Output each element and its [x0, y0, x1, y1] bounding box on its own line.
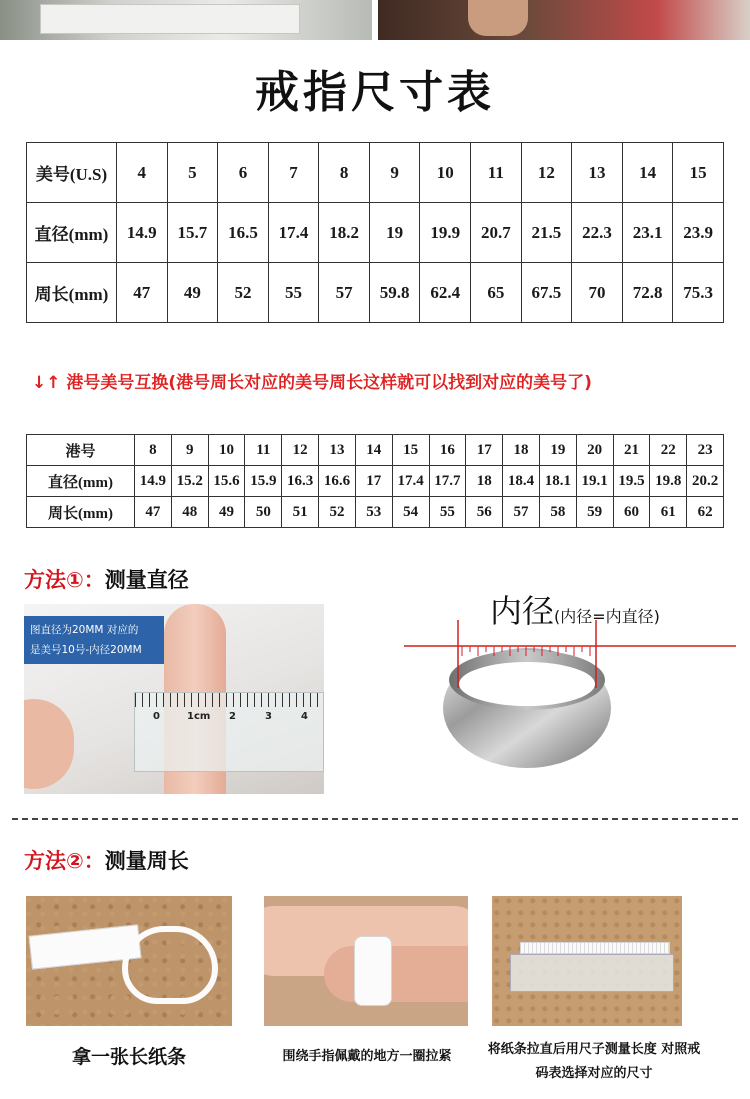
ruler-label: 2	[229, 711, 236, 722]
table-cell: 15	[392, 435, 429, 466]
table-cell: 20.2	[687, 466, 724, 497]
table-cell: 12	[282, 435, 319, 466]
table-cell: 23	[687, 435, 724, 466]
row-label: 周长(mm)	[27, 497, 135, 528]
inner-diameter-note: (内径=内直径)	[554, 607, 660, 626]
workshop-photo	[0, 0, 372, 40]
table-cell: 70	[572, 263, 623, 323]
ruler-label: 3	[265, 711, 272, 722]
ring-inner-diameter-diagram	[400, 580, 740, 780]
table-cell: 19.8	[650, 466, 687, 497]
table-cell: 21.5	[521, 203, 572, 263]
table-cell: 19.5	[613, 466, 650, 497]
table-cell: 61	[650, 497, 687, 528]
table-cell: 17.4	[392, 466, 429, 497]
size-exchange-note: ↓↑ 港号美号互换(港号周长对应的美号周长这样就可以找到对应的美号了)	[32, 373, 592, 393]
table-cell: 14	[355, 435, 392, 466]
table-cell: 59.8	[369, 263, 420, 323]
table-cell: 15.2	[171, 466, 208, 497]
table-cell: 54	[392, 497, 429, 528]
table-cell: 14.9	[135, 466, 172, 497]
table-cell: 10	[420, 143, 471, 203]
table-cell: 9	[171, 435, 208, 466]
table-cell: 50	[245, 497, 282, 528]
table-cell: 8	[319, 143, 370, 203]
table-cell: 60	[613, 497, 650, 528]
ruler	[134, 692, 324, 772]
table-cell: 72.8	[622, 263, 673, 323]
table-cell: 62.4	[420, 263, 471, 323]
table-cell: 18.1	[539, 466, 576, 497]
page-title: 戒指尺寸表	[255, 67, 495, 118]
diameter-caption-line: 是美号10号-内径20MM	[30, 644, 142, 656]
table-cell: 18.2	[319, 203, 370, 263]
table-cell: 56	[466, 497, 503, 528]
row-label: 港号	[27, 435, 135, 466]
table-cell: 49	[167, 263, 218, 323]
inner-diameter-label: 内径	[490, 592, 555, 630]
method1-title: 测量直径	[104, 568, 189, 592]
top-photo-strip	[0, 0, 750, 40]
method2-prefix: 方法②：	[24, 849, 105, 873]
table-cell: 59	[576, 497, 613, 528]
table-cell: 52	[218, 263, 269, 323]
table-cell: 17	[466, 435, 503, 466]
method2-title: 测量周长	[104, 849, 189, 873]
table-cell: 58	[539, 497, 576, 528]
table-row	[27, 466, 724, 497]
table-cell: 19.9	[420, 203, 471, 263]
table-cell: 18.4	[503, 466, 540, 497]
table-cell: 12	[521, 143, 572, 203]
ruler-label: 4	[301, 711, 308, 722]
table-cell: 49	[208, 497, 245, 528]
section-divider	[12, 818, 738, 820]
step1-caption: 拿一张长纸条	[71, 1046, 186, 1068]
table-row	[27, 263, 724, 323]
table-cell: 11	[245, 435, 282, 466]
table-cell: 18	[503, 435, 540, 466]
table-cell: 18	[466, 466, 503, 497]
method1-prefix: 方法①：	[24, 568, 105, 592]
table-cell: 15.7	[167, 203, 218, 263]
paper-strip-photo	[26, 896, 232, 1026]
table-cell: 55	[268, 263, 319, 323]
table-row	[27, 497, 724, 528]
table-cell: 47	[117, 263, 168, 323]
table-cell: 15.6	[208, 466, 245, 497]
table-cell: 14.9	[117, 203, 168, 263]
table-cell: 7	[268, 143, 319, 203]
table-cell: 20.7	[471, 203, 522, 263]
hk-size-table	[26, 434, 724, 528]
method2-heading	[24, 845, 189, 875]
ruler-label: 0	[153, 711, 160, 722]
us-size-table	[26, 142, 724, 323]
table-cell: 22	[650, 435, 687, 466]
table-cell: 5	[167, 143, 218, 203]
diameter-caption-line: 图直径为20MM 对应的	[30, 624, 139, 636]
table-row	[27, 143, 724, 203]
table-cell: 13	[319, 435, 356, 466]
table-cell: 52	[319, 497, 356, 528]
table-cell: 65	[471, 263, 522, 323]
table-cell: 8	[135, 435, 172, 466]
table-cell: 19	[539, 435, 576, 466]
table-cell: 16.6	[319, 466, 356, 497]
table-cell: 17.7	[429, 466, 466, 497]
table-cell: 23.9	[673, 203, 724, 263]
ruler-label: 1cm	[187, 711, 211, 722]
table-cell: 15	[673, 143, 724, 203]
table-cell: 17.4	[268, 203, 319, 263]
row-label: 美号(U.S)	[27, 143, 117, 203]
workshop-photo-2	[378, 0, 750, 40]
table-cell: 57	[503, 497, 540, 528]
table-cell: 11	[471, 143, 522, 203]
table-cell: 16.3	[282, 466, 319, 497]
table-row	[27, 203, 724, 263]
table-cell: 4	[117, 143, 168, 203]
table-cell: 67.5	[521, 263, 572, 323]
table-cell: 53	[355, 497, 392, 528]
row-label: 直径(mm)	[27, 466, 135, 497]
table-cell: 62	[687, 497, 724, 528]
table-cell: 16.5	[218, 203, 269, 263]
table-cell: 57	[319, 263, 370, 323]
table-cell: 6	[218, 143, 269, 203]
table-cell: 21	[613, 435, 650, 466]
table-cell: 47	[135, 497, 172, 528]
table-cell: 51	[282, 497, 319, 528]
step3-caption: 将纸条拉直后用尺子测量长度 对照戒码表选择对应的尺寸	[487, 1042, 701, 1081]
table-cell: 22.3	[572, 203, 623, 263]
row-label: 直径(mm)	[27, 203, 117, 263]
diameter-measure-photo	[24, 604, 324, 794]
ring-illustration	[400, 580, 740, 780]
ruler-measure-photo	[492, 896, 682, 1026]
table-cell: 55	[429, 497, 466, 528]
table-cell: 9	[369, 143, 420, 203]
step2-caption: 围绕手指佩戴的地方一圈拉紧	[282, 1049, 452, 1064]
wrap-finger-photo	[264, 896, 468, 1026]
method1-heading	[24, 564, 189, 594]
table-cell: 15.9	[245, 466, 282, 497]
table-cell: 14	[622, 143, 673, 203]
row-label: 周长(mm)	[27, 263, 117, 323]
table-cell: 10	[208, 435, 245, 466]
table-cell: 19.1	[576, 466, 613, 497]
table-row	[27, 435, 724, 466]
table-cell: 48	[171, 497, 208, 528]
table-cell: 75.3	[673, 263, 724, 323]
diameter-caption	[24, 616, 164, 664]
table-cell: 16	[429, 435, 466, 466]
table-cell: 23.1	[622, 203, 673, 263]
table-cell: 17	[355, 466, 392, 497]
table-cell: 13	[572, 143, 623, 203]
table-cell: 19	[369, 203, 420, 263]
table-cell: 20	[576, 435, 613, 466]
